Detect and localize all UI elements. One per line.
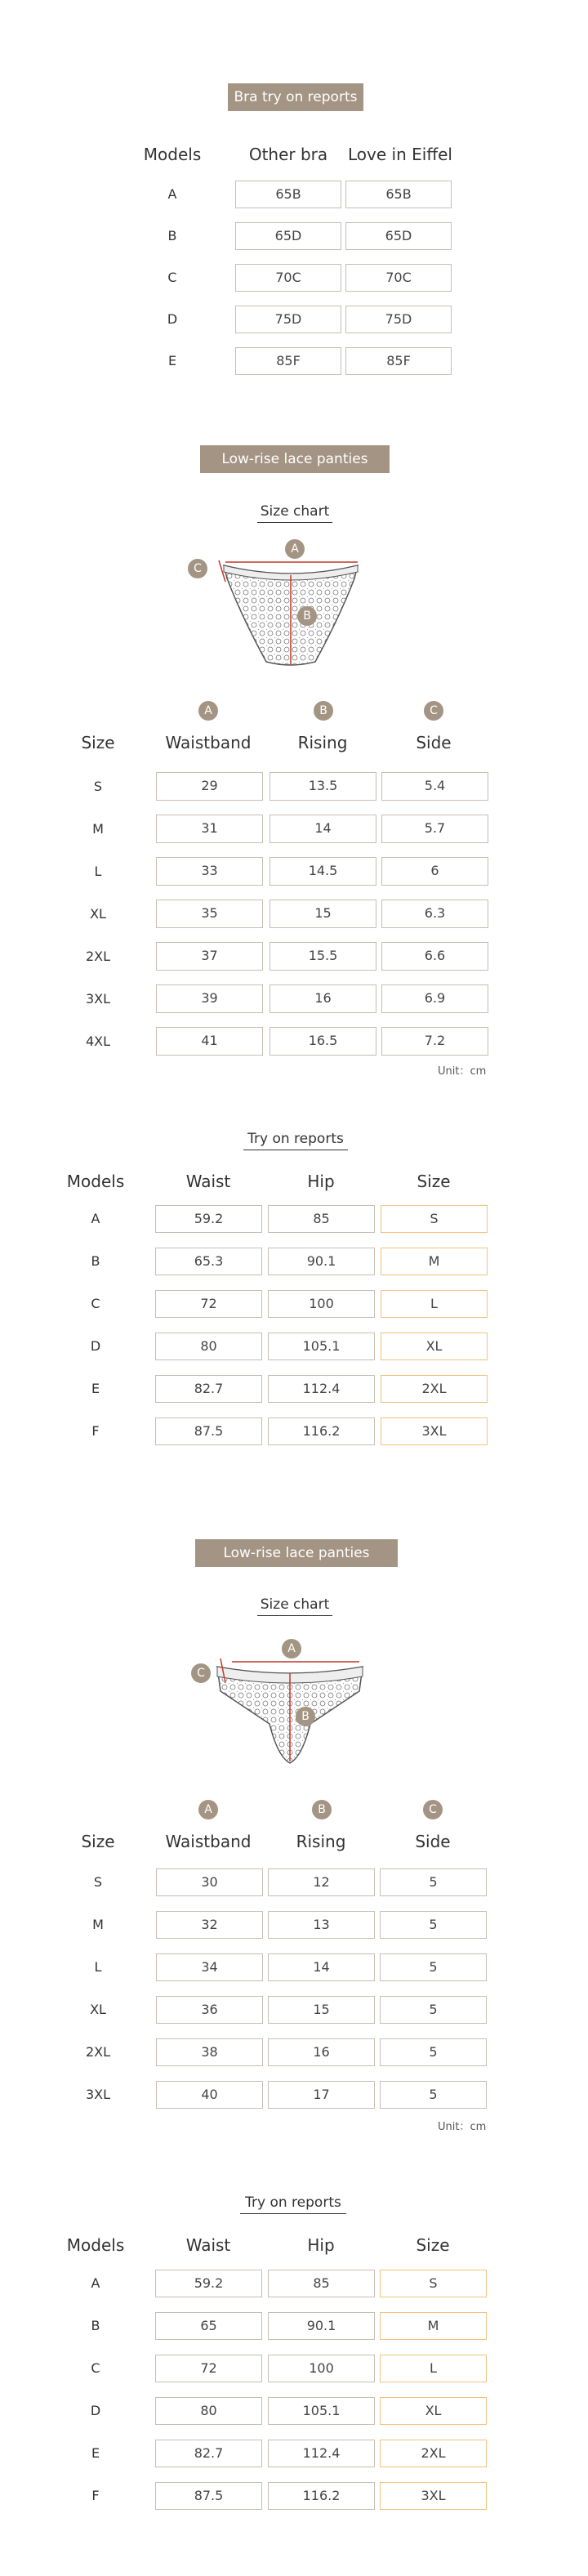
tryon1-cell-waist: 87.5 [155,1417,262,1445]
panties2-cell-waist: 38 [156,2038,263,2066]
tryon1-cell-size: M [381,1248,488,1275]
tryon1-cell-waist: 82.7 [155,1375,262,1403]
bra-cell-eiffel: 65D [345,222,452,250]
panties2-cell-rising: 17 [268,2081,375,2109]
panties1-unit-label: Unit：cm [438,1065,487,1078]
panties1-cell-side: 5.4 [381,772,488,801]
tryon1-header-size: Size [416,1172,451,1191]
panties2-marker-b-icon: B [296,1707,315,1726]
tryon1-row-label: D [90,1338,101,1354]
panties2-col-marker-b-icon: B [312,1800,332,1819]
panties1-marker-c-icon: C [188,559,207,578]
panties1-row-label: S [93,778,103,794]
tryon2-header-size: Size [416,2235,450,2255]
tryon1-cell-waist: 65.3 [155,1248,262,1275]
tryon2-row-label: F [91,2488,100,2503]
panties1-cell-waist: 39 [156,984,263,1013]
tryon1-cell-hip: 105.1 [268,1333,375,1360]
bra-cell-other: 70C [235,264,341,292]
panties1-cell-side: 6.6 [381,942,488,971]
panties2-cell-side: 5 [380,1911,487,1939]
panties1-cell-side: 5.7 [381,815,488,843]
bra-cell-eiffel: 70C [345,264,452,292]
panties1-header-waistband: Waistband [165,733,252,752]
tryon2-cell-size: XL [380,2397,487,2425]
tryon2-cell-waist: 87.5 [155,2482,262,2510]
bra-row-label: D [167,311,178,327]
tryon1-row-label: E [91,1381,100,1396]
panties2-marker-c-icon: C [191,1663,211,1683]
panties1-row-label: XL [90,905,106,922]
panties2-cell-rising: 12 [268,1868,375,1896]
bra-cell-other: 65B [235,181,341,208]
panties2-size-chart-label: Size chart [257,1596,332,1616]
panties2-cell-rising: 16 [268,2038,375,2066]
panties2-section-title: Low-rise lace panties [195,1539,398,1567]
tryon1-header-waist: Waist [185,1172,231,1191]
panties2-col-marker-c-icon: C [423,1800,443,1819]
panties1-cell-rising: 16.5 [270,1027,376,1056]
tryon2-cell-waist: 65 [155,2312,262,2340]
tryon1-header-hip: Hip [307,1172,335,1191]
bra-cell-other: 65D [235,222,341,250]
panties1-header-side: Side [416,733,452,752]
panties2-cell-side: 5 [380,1996,487,2024]
panties1-cell-rising: 16 [270,984,376,1013]
tryon2-header-models: Models [66,2235,125,2255]
panties1-row-label: 2XL [85,948,111,964]
tryon2-cell-size: L [380,2355,487,2382]
panties1-cell-rising: 14 [270,815,376,843]
tryon2-cell-size: 3XL [380,2482,487,2510]
panties1-cell-side: 6.9 [381,984,488,1013]
bra-cell-eiffel: 85F [345,347,452,375]
panties1-cell-side: 7.2 [381,1027,488,1056]
panties1-cell-waist: 29 [156,772,263,801]
panties1-row-label: M [92,820,104,837]
panties2-row-label: 3XL [85,2087,111,2102]
tryon1-cell-waist: 80 [155,1333,262,1360]
tryon2-row-label: C [91,2360,100,2376]
tryon2-header-hip: Hip [307,2235,335,2255]
panties2-header-waistband: Waistband [165,1832,252,1851]
bra-row-label: A [167,186,177,202]
bra-cell-eiffel: 75D [345,306,452,333]
panties1-col-marker-b-icon: B [314,701,333,721]
bra-row-label: E [167,353,177,368]
tryon1-cell-size: 3XL [381,1417,488,1445]
bra-header-models: Models [143,145,202,164]
panties1-marker-a-icon: A [285,539,305,559]
tryon2-cell-waist: 80 [155,2397,262,2425]
panties1-header-size: Size [81,733,115,752]
panties2-row-label: L [94,1959,102,1975]
tryon2-cell-hip: 116.2 [268,2482,375,2510]
tryon1-cell-size: L [381,1290,488,1318]
panties1-row-label: 3XL [85,990,111,1007]
tryon2-cell-waist: 72 [155,2355,262,2382]
tryon1-cell-hip: 90.1 [268,1248,375,1275]
tryon2-cell-hip: 112.4 [268,2440,375,2467]
panties1-cell-rising: 13.5 [270,772,376,801]
tryon2-row-label: A [91,2275,100,2291]
panties1-col-marker-a-icon: A [198,701,218,721]
tryon2-cell-waist: 59.2 [155,2270,262,2297]
panties2-marker-a-icon: A [282,1639,301,1659]
panties1-row-label: L [94,863,102,879]
tryon2-cell-size: S [380,2270,487,2297]
panties1-cell-waist: 33 [156,857,263,886]
panties1-col-marker-c-icon: C [424,701,443,721]
bra-row-label: C [167,270,177,285]
tryon1-cell-hip: 116.2 [268,1417,375,1445]
tryon2-row-label: B [91,2318,100,2333]
bra-header-other: Other bra [248,145,328,164]
panties1-cell-waist: 31 [156,815,263,843]
tryon1-cell-waist: 59.2 [155,1205,262,1233]
tryon1-cell-waist: 72 [155,1290,262,1318]
panties2-cell-side: 5 [380,2081,487,2109]
panties2-cell-rising: 15 [268,1996,375,2024]
bra-header-eiffel: Love in Eiffel [348,145,452,164]
panties2-row-label: S [93,1874,103,1890]
panties1-cell-waist: 41 [156,1027,263,1056]
panties1-diagram [217,539,364,670]
panties1-cell-side: 6.3 [381,900,488,928]
panties2-header-size: Size [81,1832,115,1851]
panties2-header-side: Side [415,1832,451,1851]
panties2-cell-waist: 30 [156,1868,263,1896]
panties2-cell-waist: 34 [156,1953,263,1981]
panties1-section-title: Low-rise lace panties [200,445,390,473]
bra-cell-other: 75D [235,306,341,333]
panties2-cell-side: 5 [380,1953,487,1981]
tryon2-cell-size: M [380,2312,487,2340]
panties1-size-chart-label: Size chart [257,502,332,523]
bra-row-label: B [167,228,177,243]
tryon1-header-models: Models [66,1172,125,1191]
panties2-col-marker-a-icon: A [198,1800,218,1819]
tryon2-cell-hip: 100 [268,2355,375,2382]
tryon1-row-label: B [91,1253,100,1269]
panties2-cell-waist: 32 [156,1911,263,1939]
panties2-row-label: 2XL [85,2044,111,2060]
bra-cell-eiffel: 65B [345,181,452,208]
panties2-cell-waist: 40 [156,2081,263,2109]
panties2-cell-side: 5 [380,1868,487,1896]
tryon1-cell-size: XL [381,1333,488,1360]
tryon1-row-label: A [91,1211,100,1226]
panties2-row-label: XL [90,2002,106,2017]
panties2-unit-label: Unit：cm [438,2121,487,2133]
tryon2-cell-hip: 90.1 [268,2312,375,2340]
panties2-cell-rising: 14 [268,1953,375,1981]
panties1-marker-b-icon: B [297,606,317,626]
panties1-cell-waist: 37 [156,942,263,971]
panties1-header-rising: Rising [297,733,348,752]
panties1-row-label: 4XL [85,1033,111,1049]
panties2-header-rising: Rising [296,1832,346,1851]
tryon2-row-label: D [90,2403,101,2418]
panties2-cell-waist: 36 [156,1996,263,2024]
tryon1-cell-hip: 85 [268,1205,375,1233]
bra-section-title: Bra try on reports [228,83,363,111]
tryon2-cell-hip: 105.1 [268,2397,375,2425]
panties2-cell-side: 5 [380,2038,487,2066]
panties1-cell-rising: 14.5 [270,857,376,886]
tryon1-row-label: F [91,1423,100,1439]
panties1-cell-rising: 15.5 [270,942,376,971]
tryon1-title: Try on reports [243,1130,348,1150]
panties1-cell-waist: 35 [156,900,263,928]
tryon2-cell-size: 2XL [380,2440,487,2467]
bra-cell-other: 85F [235,347,341,375]
tryon2-header-waist: Waist [185,2235,231,2255]
tryon2-cell-waist: 82.7 [155,2440,262,2467]
tryon1-cell-hip: 112.4 [268,1375,375,1403]
tryon1-cell-hip: 100 [268,1290,375,1318]
panties1-cell-side: 6 [381,857,488,886]
tryon2-row-label: E [91,2445,100,2461]
tryon1-cell-size: S [381,1205,488,1233]
panties1-cell-rising: 15 [270,900,376,928]
panties2-row-label: M [92,1917,104,1932]
tryon1-row-label: C [91,1296,100,1311]
tryon2-cell-hip: 85 [268,2270,375,2297]
tryon2-title: Try on reports [240,2194,346,2214]
tryon1-cell-size: 2XL [381,1375,488,1403]
panties2-cell-rising: 13 [268,1911,375,1939]
